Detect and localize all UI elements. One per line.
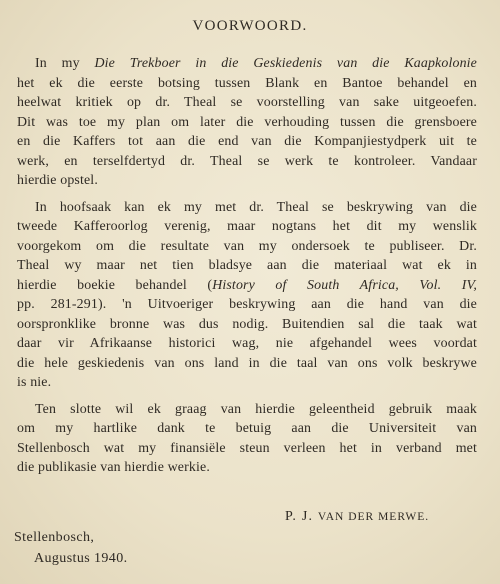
text-line [17, 419, 477, 439]
text-line [17, 439, 477, 459]
text-line [17, 152, 477, 172]
text-line [17, 276, 477, 296]
italic-title: Die Trekboer in die Geskiedenis van die Kaapkolonie [94, 56, 477, 71]
text-run: Dit was toe my plan om later die verhouding tussen die grensboere [17, 114, 477, 130]
text-line [17, 54, 477, 74]
author-surname: VAN DER MERWE. [317, 511, 430, 523]
text-run: Ten slotte wil ek graag van hierdie geleentheid gebruik maak [35, 401, 477, 417]
date-line: Augustus 1940. [34, 551, 128, 566]
text-line [17, 237, 477, 257]
text-line [17, 171, 477, 191]
place-line: Stellenbosch, [14, 530, 95, 545]
text-line [17, 256, 477, 276]
text-run: om my hartlike dank te betuig aan die Universiteit van [17, 421, 477, 436]
text-line [17, 217, 477, 237]
text-line [17, 74, 477, 94]
text-line [17, 93, 477, 113]
text-line [17, 132, 477, 152]
text-line [17, 400, 477, 420]
text-run: die publikasie van hierdie werkie. [17, 460, 210, 475]
text-line [17, 198, 477, 218]
text-run: Stellenbosch wat my finansiële steun verleen het in verband met [17, 440, 477, 456]
text-run: werk, en terselfdertyd dr. Theal se werk te kontroleer. Vandaar [17, 153, 477, 169]
text-run: daar vir Afrikaanse historici wag, nie afgehandel wees voordat [17, 336, 477, 351]
text-run: Theal wy maar net tien bladsye aan die materiaal wat ek in [17, 258, 477, 273]
text-line [17, 295, 477, 315]
text-line [17, 373, 477, 393]
text-line [17, 458, 477, 478]
paragraph [17, 400, 477, 478]
text-run: hierdie opstel. [17, 173, 98, 188]
text-run: voorgekom om die resultate van my ondersoek te publiseer. Dr. [17, 238, 477, 254]
text-run: het ek die eerste botsing tussen Blank en Bantoe behandel en [17, 75, 477, 91]
text-line [17, 315, 477, 335]
text-run: In my [35, 56, 95, 71]
text-run: hierdie boekie behandel ( [17, 277, 213, 293]
text-line [17, 113, 477, 133]
text-line [17, 354, 477, 374]
text-line [17, 334, 477, 354]
italic-title: History of South Africa, Vol. IV, [212, 277, 477, 293]
paragraph [17, 54, 477, 191]
paragraph [17, 198, 477, 393]
text-run: pp. 281-291). 'n Uitvoeriger beskrywing aan die hand van die [17, 297, 477, 312]
author-signature [285, 509, 429, 525]
text-run: en die Kaffers tot aan die end van die Kompanjiestydperk uit te [17, 134, 477, 149]
text-run: In hoofsaak kan ek my met dr. Theal se beskrywing van die [35, 199, 477, 215]
text-run: die hele geskiedenis van ons land in die taal van ons volk beskrywe [17, 355, 477, 371]
text-run: is nie. [17, 375, 52, 390]
text-run: heelwat kritiek op dr. Theal se voorstelling van sake uitgeoefen. [17, 95, 477, 110]
text-run: tweede Kafferoorlog verenig, maar nogtans het dit my wenslik [17, 219, 477, 234]
page-title: VOORWOORD. [192, 18, 308, 34]
text-run: oorspronklike bronne was dus nodig. Buitendien sal die taak wat [17, 316, 477, 332]
preface-body [17, 54, 477, 485]
author-initials: P. J. [285, 509, 318, 524]
